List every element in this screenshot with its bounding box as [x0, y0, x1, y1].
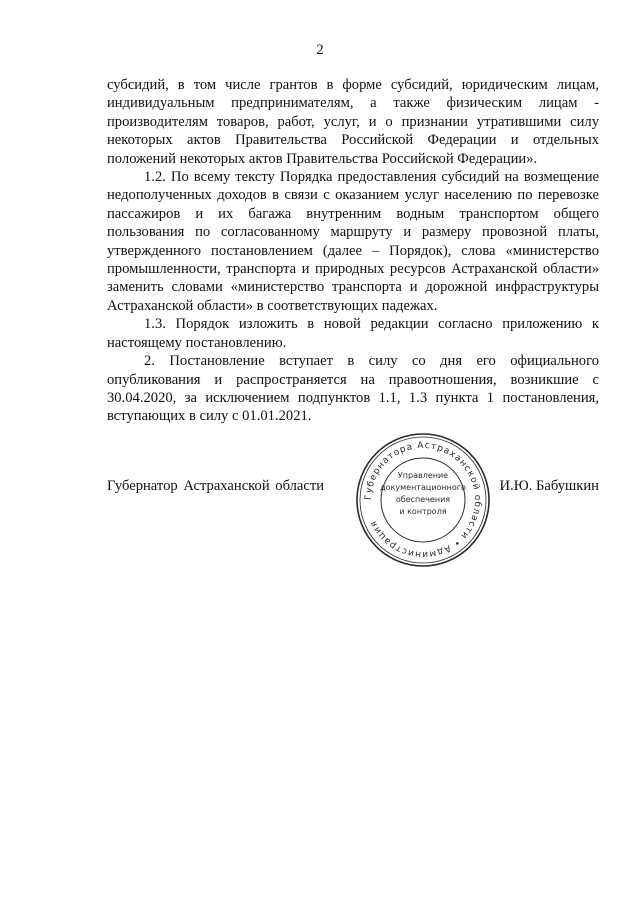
seal-line-3: обеспечения [395, 495, 451, 504]
official-seal [355, 432, 491, 568]
page-number: 2 [316, 42, 324, 58]
seal-line-2: документационного [380, 483, 466, 492]
seal-line-4: и контроля [399, 507, 447, 516]
signatory-name: И.Ю. Бабушкин [499, 478, 599, 494]
seal-line-1: Управление [397, 471, 449, 480]
paragraph-1-2: 1.2. По всему тексту Порядка предоставления субсидий на возмещение недополученных доходов в связи с оказанием услуг населению по перевозке пассажиров и их багажа внутренним водным транспортом общего пользования по согласованному маршруту и размеру провозной платы, утвержденного постановлением (далее – Порядок), слова «министерство промышленности, транспорта и природных ресурсов Астраханской области» заменить словами «министерство транспорта и дорожной инфраструктуры Астраханской области» в соответствующих падежах. [107, 169, 599, 314]
seal-ring-text: Губернатора Астраханской области • Администрация [363, 440, 483, 560]
document-body [107, 76, 599, 426]
paragraph-1-3: 1.3. Порядок изложить в новой редакции согласно приложению к настоящему постановлению. [107, 316, 599, 351]
paragraph-continuation: субсидий, в том числе грантов в форме субсидий, юридическим лицам, индивидуальным предпринимателям, а также физическим лицам - производителям товаров, работ, услуг, и о признании утратившими силу некоторых актов Правительства Российской Федерации и отдельных положений некоторых актов Правительства Российской Федерации». [107, 77, 599, 167]
paragraph-2: 2. Постановление вступает в силу со дня его официального опубликования и распространяется на правоотношения, возникшие с 30.04.2020, за исключением подпунктов 1.1, 1.3 пункта 1 постановления, вступающих в силу с 01.01.2021. [107, 353, 599, 425]
signatory-title: Губернатор Астраханской области [107, 478, 325, 494]
